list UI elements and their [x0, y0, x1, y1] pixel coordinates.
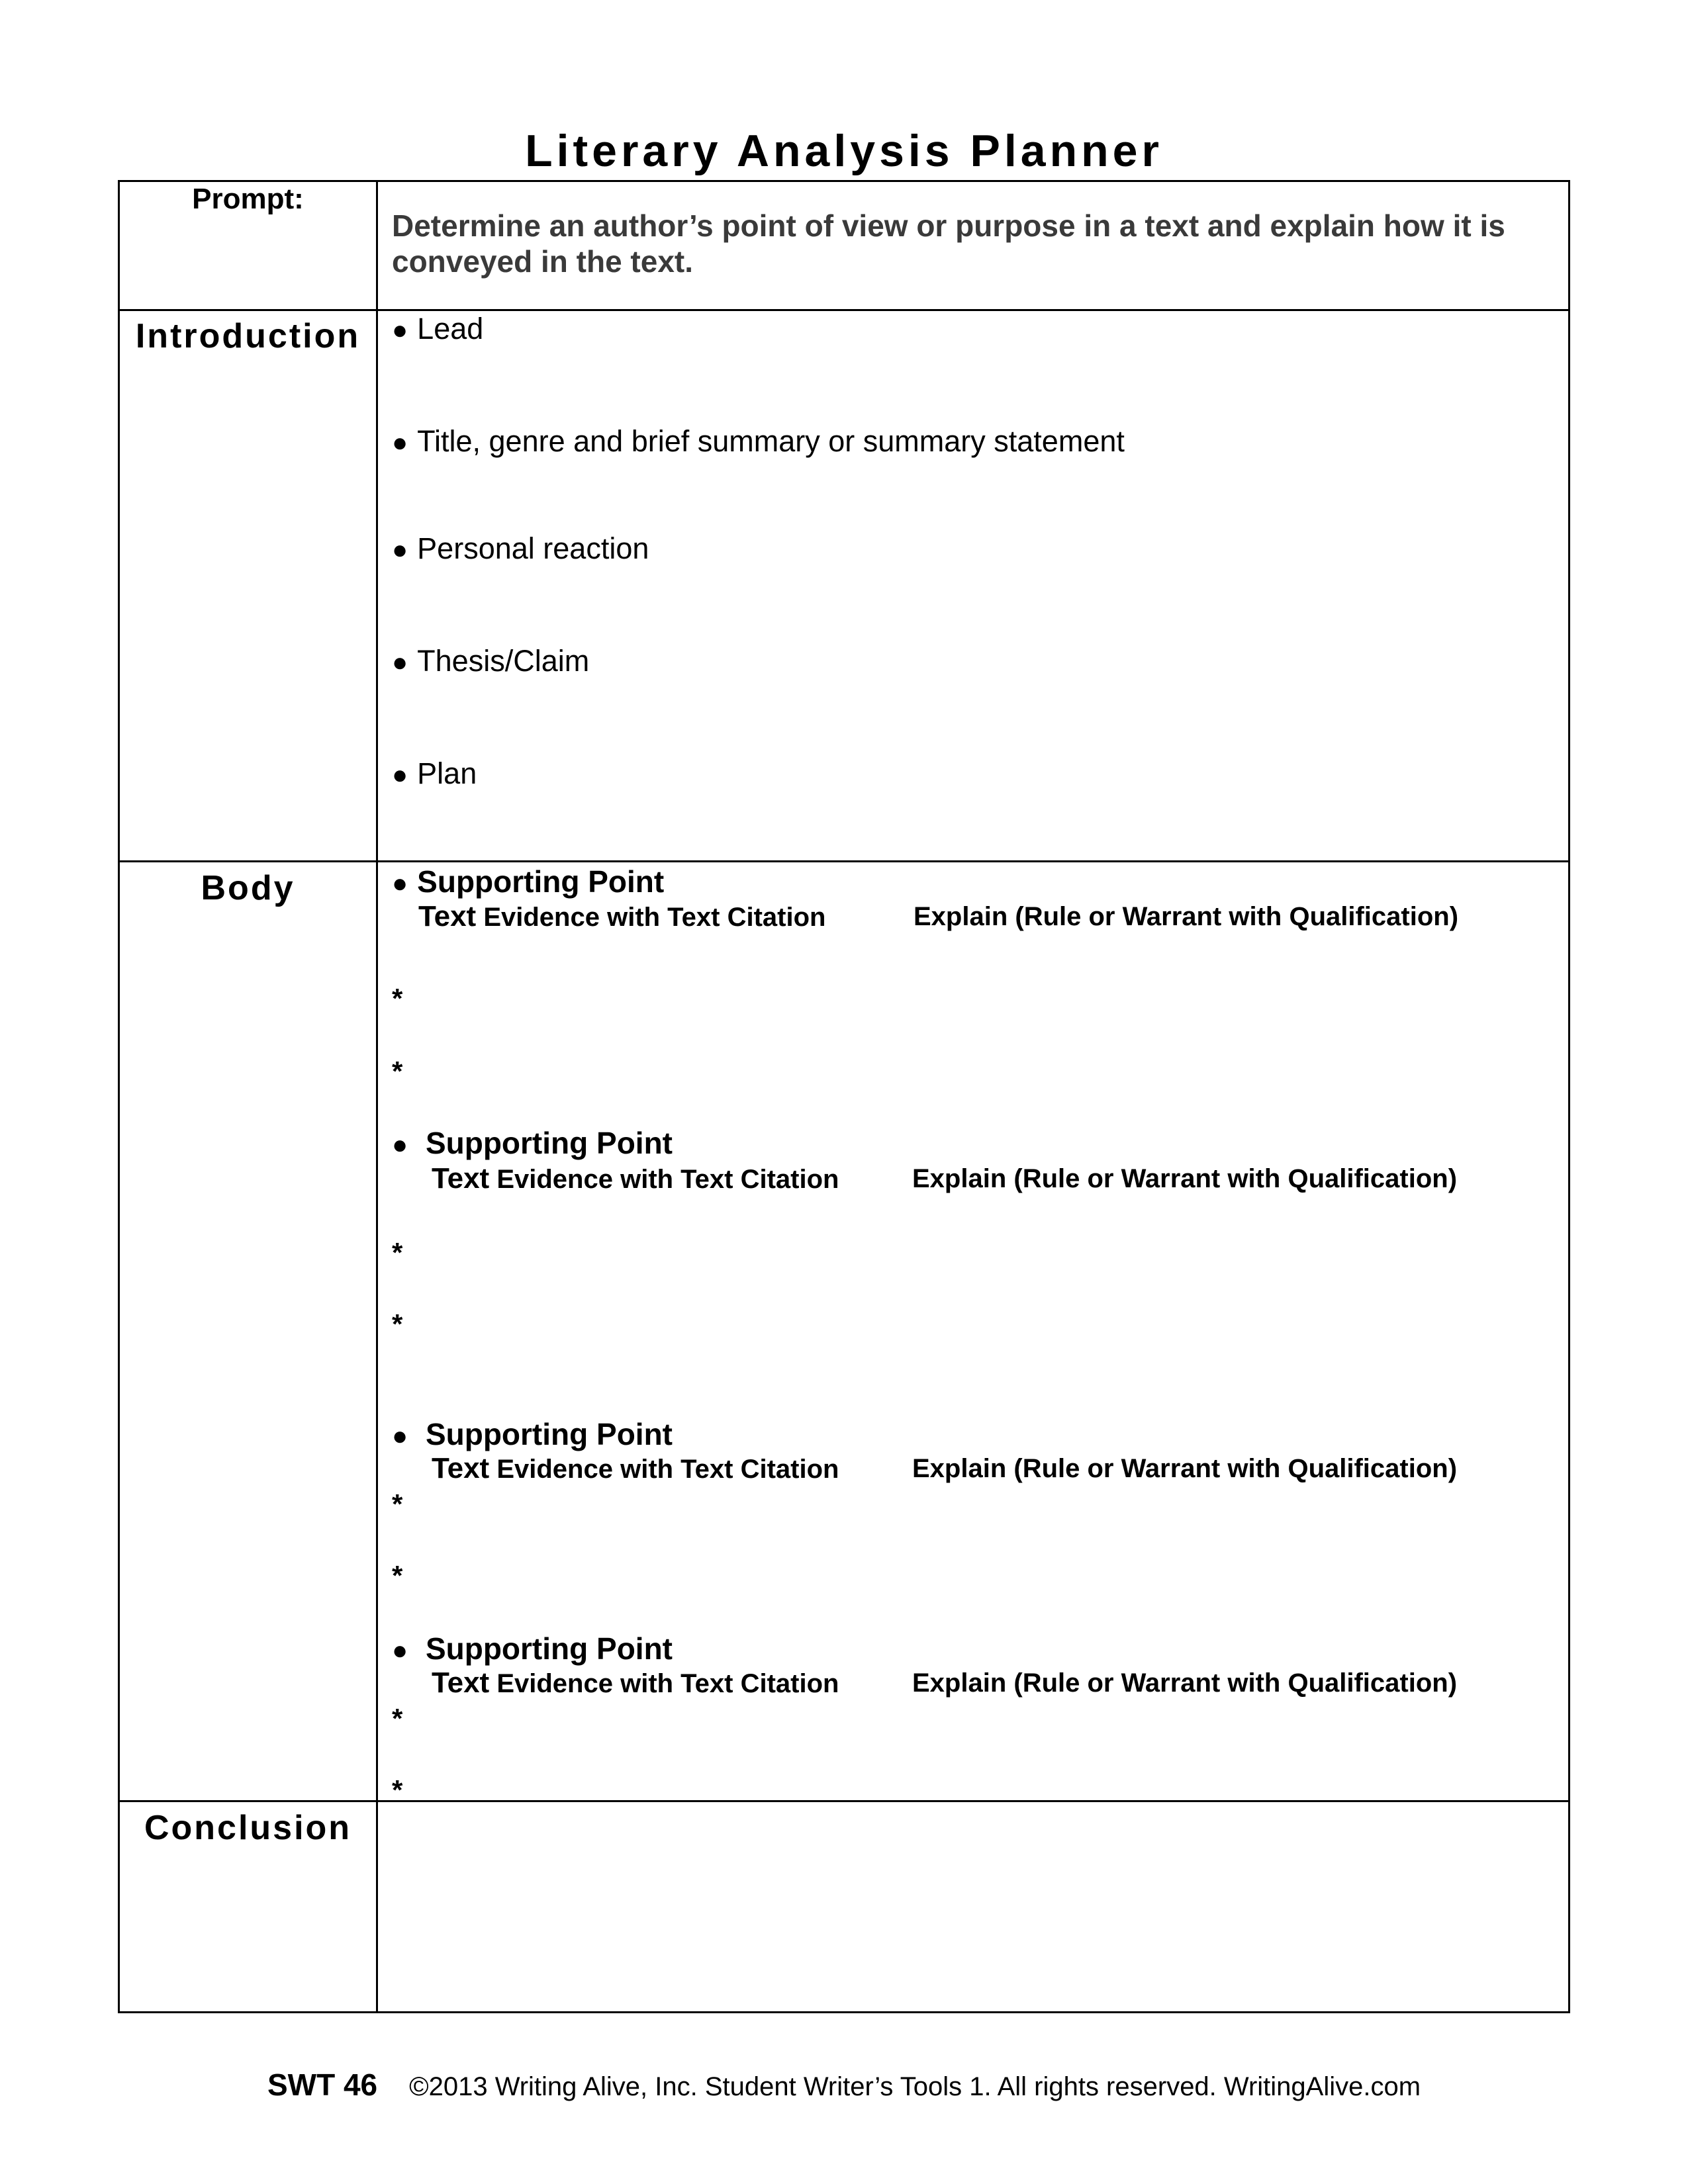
bullet-icon: ●: [392, 316, 408, 345]
evidence-star: *: [392, 1237, 403, 1268]
evidence-header-3: Text Evidence with Text Citation: [432, 1452, 839, 1484]
evidence-star: *: [392, 1560, 403, 1591]
intro-item-label: Lead: [417, 312, 484, 345]
supporting-point-heading: Supporting Point: [425, 1126, 673, 1160]
intro-item-label: Title, genre and brief summary or summary statement: [417, 424, 1125, 458]
row-divider-body: [118, 1800, 1570, 1802]
intro-item-thesis: [392, 643, 589, 680]
row-divider-introduction: [118, 860, 1570, 862]
evidence-star: *: [392, 1056, 403, 1087]
introduction-label: Introduction: [135, 317, 361, 355]
bullet-icon: ●: [392, 760, 408, 790]
intro-item-personal-reaction: [392, 531, 649, 568]
bullet-icon: ●: [392, 428, 408, 457]
evidence-star: *: [392, 1774, 403, 1805]
evidence-star: *: [392, 1308, 403, 1340]
evidence-star: *: [392, 1488, 403, 1520]
intro-item-lead: [392, 311, 483, 348]
bullet-icon: ●: [392, 535, 408, 565]
supporting-point-4: [392, 1631, 673, 1668]
bullet-icon: ●: [392, 1636, 408, 1665]
supporting-point-3: [392, 1416, 673, 1454]
intro-item-label: Plan: [417, 756, 477, 790]
supporting-point-heading: Supporting Point: [417, 864, 665, 899]
intro-item-label: Personal reaction: [417, 531, 649, 565]
explain-header-3: Explain (Rule or Warrant with Qualification): [912, 1454, 1458, 1483]
page-code: SWT 46: [267, 2068, 378, 2102]
column-divider: [376, 180, 378, 2013]
intro-item-label: Thesis/Claim: [417, 644, 590, 678]
prompt-label: Prompt:: [192, 183, 304, 215]
supporting-point-heading: Supporting Point: [425, 1631, 673, 1666]
supporting-point-1: [392, 864, 664, 901]
conclusion-label: Conclusion: [144, 1809, 352, 1847]
intro-item-title-genre: [392, 424, 1125, 461]
bullet-icon: ●: [392, 1422, 408, 1451]
supporting-point-2: [392, 1125, 673, 1163]
evidence-header-2: Text Evidence with Text Citation: [432, 1162, 839, 1195]
copyright-notice: ©2013 Writing Alive, Inc. Student Writer’s Tools 1. All rights reserved. WritingAlive.com: [409, 2072, 1421, 2101]
explain-header-4: Explain (Rule or Warrant with Qualification): [912, 1668, 1458, 1698]
bullet-icon: ●: [392, 869, 408, 898]
page-title: Literary Analysis Planner: [525, 126, 1163, 176]
bullet-icon: ●: [392, 648, 408, 677]
row-divider-prompt: [118, 309, 1570, 311]
page-footer: [0, 2065, 1688, 2107]
explain-header-2: Explain (Rule or Warrant with Qualification): [912, 1164, 1458, 1193]
bullet-icon: ●: [392, 1130, 408, 1160]
prompt-text: Determine an author’s point of view or purpose in a text and explain how it is conveyed in the text.: [392, 208, 1505, 279]
explain-header-1: Explain (Rule or Warrant with Qualification): [914, 902, 1459, 931]
evidence-star: *: [392, 983, 403, 1014]
evidence-header-4: Text Evidence with Text Citation: [432, 1666, 839, 1699]
supporting-point-heading: Supporting Point: [425, 1417, 673, 1451]
evidence-star: *: [392, 1703, 403, 1734]
evidence-header-1: Text Evidence with Text Citation: [418, 900, 826, 933]
intro-item-plan: [392, 756, 477, 793]
body-label: Body: [201, 869, 295, 907]
